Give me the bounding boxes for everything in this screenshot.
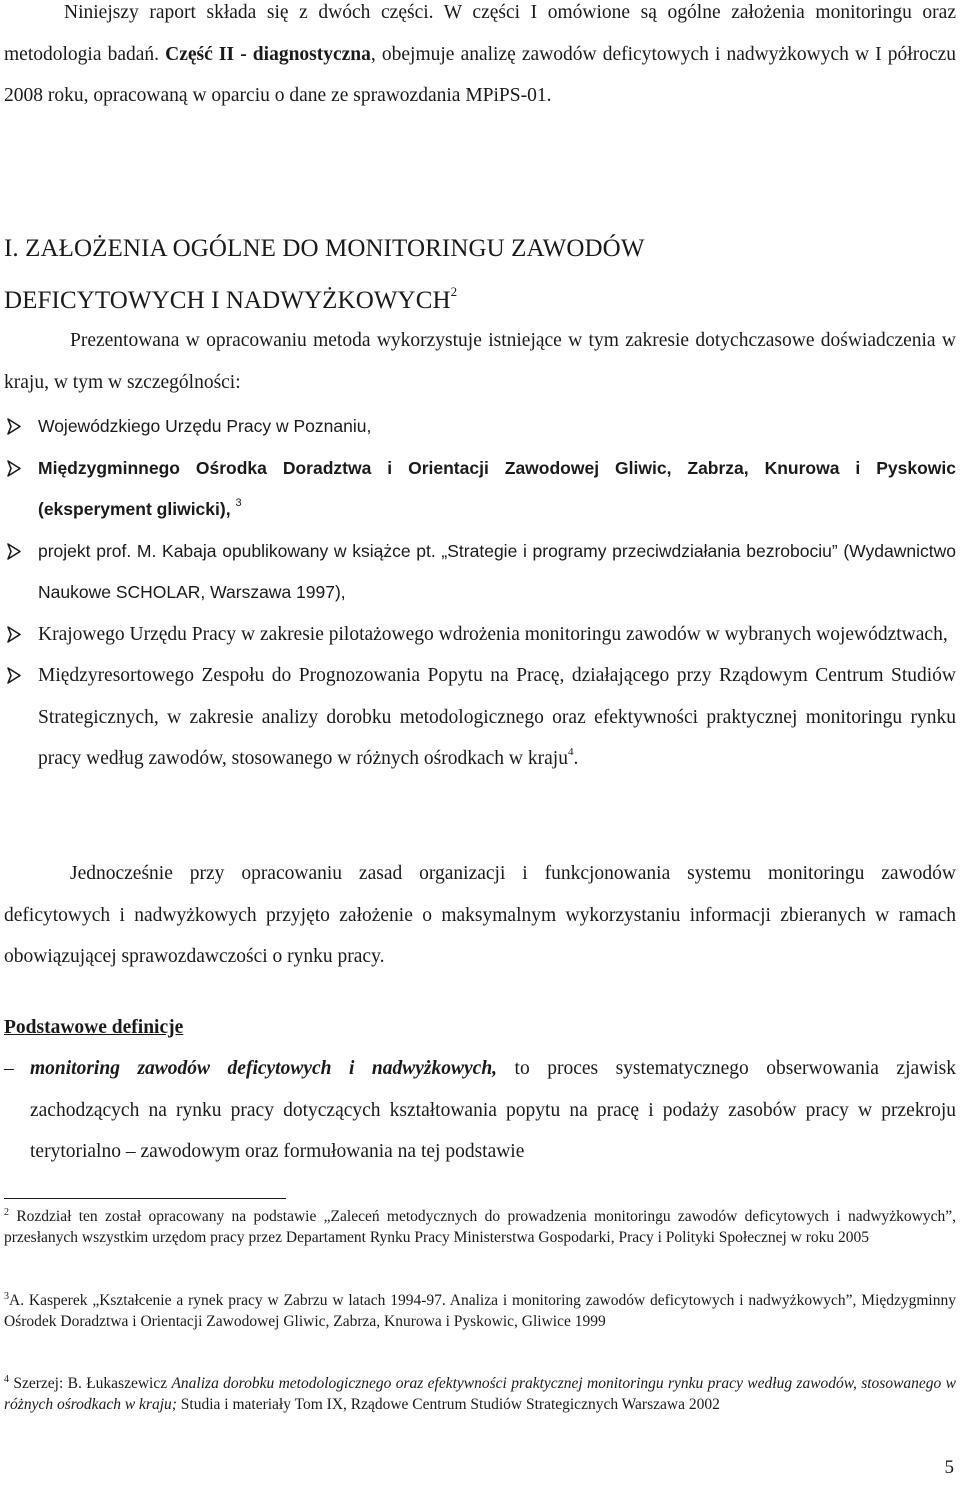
paragraph-text: Niniejszy raport składa się z dwóch części. W części I omówione są ogólne założenia monitoringu oraz metodologia badań. (4, 2, 956, 65)
experience-list (4, 406, 956, 780)
footnote-number: 2 (4, 1207, 9, 1218)
list-item-text: Wojewódzkiego Urzędu Pracy w Poznaniu, (38, 416, 372, 436)
page-number: 5 (944, 1457, 954, 1478)
definition-item (4, 1048, 956, 1173)
list-item (4, 406, 956, 448)
list-item-text: Międzygminnego Ośrodka Doradztwa i Orientacji Zawodowej Gliwic, Zabrza, Knurowa i Pyskowic (eksperyment gliwicki), (38, 457, 956, 519)
paragraph-text: , obejmuje analizę zawodów deficytowych i nadwyżkowych w I półroczu 2008 roku, opracowaną w oparciu o dane ze sprawozdania MPiPS-01. (4, 43, 957, 106)
arrow-bullet-icon (4, 406, 26, 447)
footnote-ref[interactable]: 2 (450, 284, 458, 299)
heading-line-2-text: DEFICYTOWYCH I NADWYŻKOWYCH (4, 287, 451, 314)
arrow-bullet-icon (4, 655, 26, 696)
assumption-paragraph: Jednocześnie przy opracowaniu zasad organizacji i funkcjonowania systemu monitoringu zawodów deficytowych i nadwyżkowych przyjęto założenie o maksymalnym wykorzystaniu informacji zbieranych w ramach obowiązującej sprawozdawczości o rynku pracy. (4, 863, 956, 967)
dash-marker: – (4, 1058, 14, 1079)
footnote-2 (4, 1207, 956, 1248)
footnote-number: 3 (4, 1291, 9, 1302)
list-item (4, 614, 956, 656)
footnote-ref[interactable]: 4 (567, 746, 574, 758)
footnote-text: Szerzej: B. Łukaszewicz (9, 1375, 172, 1392)
arrow-bullet-icon (4, 614, 26, 655)
footnote-text: Studia i materiały Tom IX, Rządowe Centrum Studiów Strategicznych Warszawa 2002 (176, 1395, 720, 1413)
list-item (4, 655, 956, 780)
list-item-text: Krajowego Urzędu Pracy w zakresie pilotażowego wdrożenia monitoringu zawodów w wybranych województwach, (38, 623, 948, 645)
arrow-bullet-icon (4, 448, 26, 489)
arrow-bullet-icon (4, 531, 26, 572)
footnote-text: Rozdział ten został opracowany na podstawie „Zaleceń metodycznych do prowadzenia monitoringu zawodów deficytowych i nadwyżkowych”, przesłanych wszystkim urzędom pracy przez Departament Rynku Pracy Ministerstwa Gospodarki, Pracy i Polityki Społecznej w roku 2005 (4, 1208, 956, 1246)
list-item (4, 531, 956, 614)
footnote-number: 4 (4, 1374, 9, 1385)
section-heading (4, 223, 956, 327)
intro-paragraph (4, 0, 956, 117)
footnote-text: A. Kasperek „Kształcenie a rynek pracy w Zabrzu w latach 1994-97. Analiza i monitoring zawodów deficytowych i nadwyżkowych”, Międzygminny Ośrodek Doradztwa i Orientacji Zawodowej Gliwic, Zabrza, Knurowa i Pyskowic, Gliwice 1999 (4, 1292, 956, 1330)
heading-line-1: I. ZAŁOŻENIA OGÓLNE DO MONITORINGU ZAWODÓW (4, 235, 645, 262)
footnote-3 (4, 1291, 956, 1332)
footnote-ref[interactable]: 3 (235, 497, 242, 509)
definitions-heading: Podstawowe definicje (4, 1017, 184, 1038)
bold-phrase: Część II - diagnostyczna (165, 43, 371, 65)
footnote-title: Analiza dorobku metodologicznego oraz efektywności praktycznej monitoringu rynku pracy według zawodów, stosowanego w różnych ośrodkach w kraju; (4, 1375, 956, 1413)
list-item (4, 448, 956, 531)
method-paragraph: Prezentowana w opracowaniu metoda wykorzystuje istniejące w tym zakresie dotychczasowe doświadczenia w kraju, w tym w szczególności: (4, 330, 956, 393)
definition-text: to proces systematycznego obserwowania zjawisk zachodzących na rynku pracy dotyczących kształtowania popytu na pracę i podaży zasobów pracy w przekroju terytorialno – zawodowym oraz formułowania na tej podstawie (30, 1058, 956, 1162)
footnote-4 (4, 1374, 956, 1415)
footnote-separator (4, 1198, 286, 1199)
list-item-text: Międzyresortowego Zespołu do Prognozowania Popytu na Pracę, działającego przy Rządowym Centrum Studiów Strategicznych, w zakresie analizy dorobku metodologicznego oraz efektywności praktycznej monitoringu rynku pracy według zawodów, stosowanego w różnych ośrodkach w kraju (38, 665, 956, 769)
definition-term: monitoring zawodów deficytowych i nadwyżkowych, (30, 1058, 498, 1079)
list-item-text: projekt prof. M. Kabaja opublikowany w książce pt. „Strategie i programy przeciwdziałania bezrobociu” (Wydawnictwo Naukowe SCHOLAR, Warszawa 1997), (38, 540, 956, 602)
list-item-end: . (573, 748, 579, 769)
